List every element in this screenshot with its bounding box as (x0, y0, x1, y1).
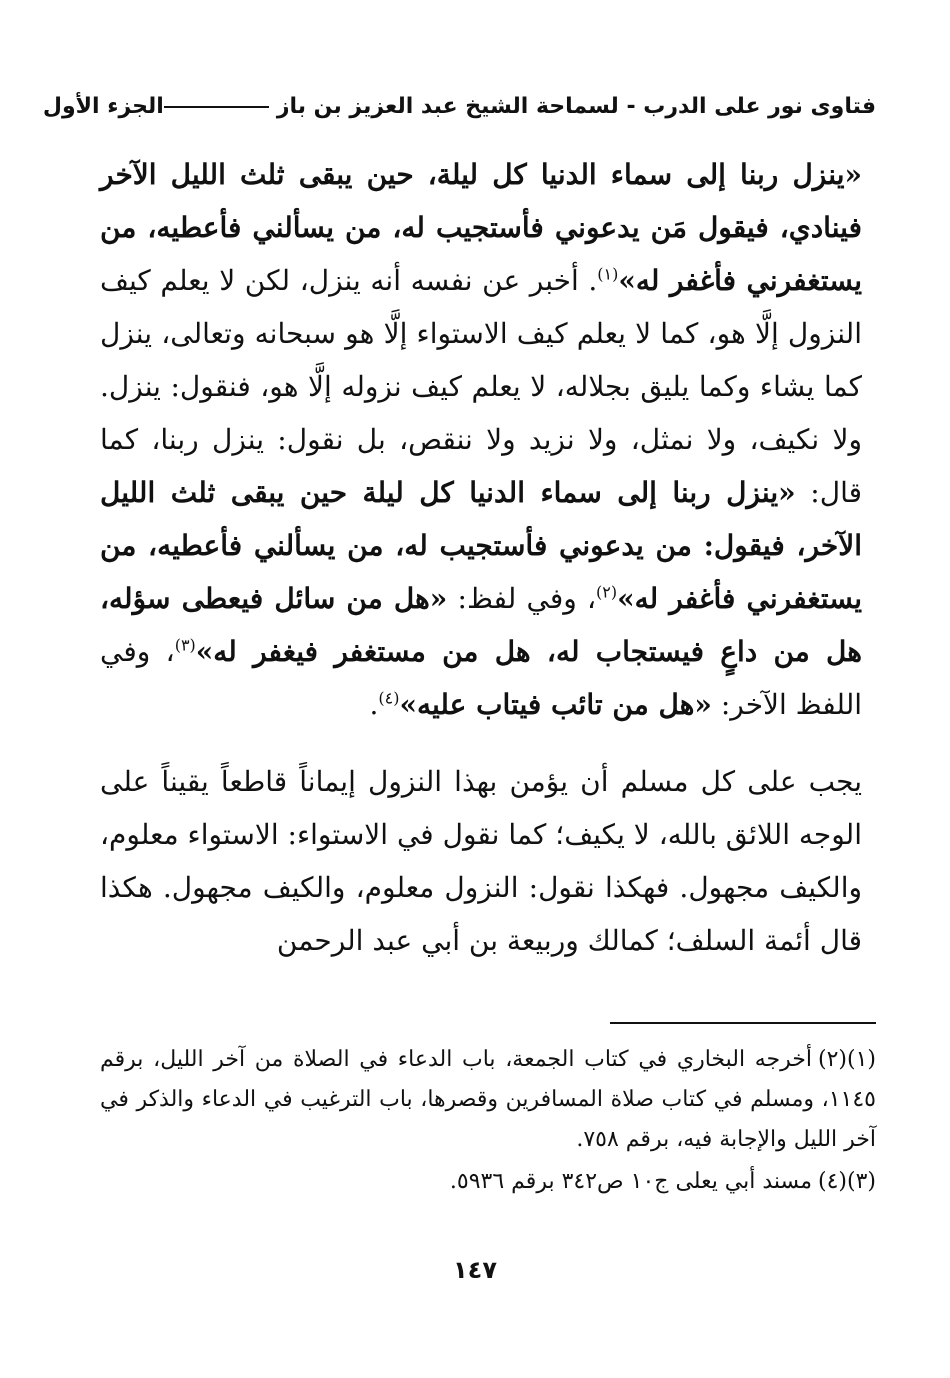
hadith-quote: «هل من سائل فيعطى سؤله، هل من داعٍ فيستجاب له، هل من مستغفر فيغفر له» (100, 582, 863, 668)
footnote-text: أخرجه البخاري في كتاب الجمعة، باب الدعاء في الصلاة من آخر الليل، برقم ١١٤٥، ومسلم في كتاب صلاة المسافرين وقصرها، باب الترغيب في الدعاء والذكر في آخر الليل والإجابة فيه، برقم ٧٥٨. (100, 1047, 876, 1152)
paragraph-belief: يجب على كل مسلم أن يؤمن بهذا النزول إيماناً قاطعاً يقيناً على الوجه اللائق بالله، لا يكيف؛ كما نقول في الاستواء: الاستواء معلوم، والكيف مجهول. فهكذا نقول: النزول معلوم، والكيف مجهول. هكذا قال أئمة السلف؛ كمالك وربيعة بن أبي عبد الرحمن (100, 765, 862, 957)
header-rule (164, 106, 269, 108)
volume-label: الجزء الأول (42, 93, 164, 119)
hadith-quote: «هل من تائب فيتاب عليه» (399, 688, 712, 721)
body-text: . أخبر عن نفسه أنه ينزل، لكن لا يعلم كيف النزول إلَّا هو، كما لا يعلم كيف الاستواء إلَّا هو سبحانه وتعالى، ينزل كما يشاء وكما يليق بجلاله، لا يعلم كيف نزوله إلَّا هو، فنقول: ينزل. ولا نكيف، ولا نمثل، ولا نزيد ولا ننقص، بل نقول: ينزل ربنا، كما قال: (100, 264, 862, 509)
footnote-ref: (٢) (596, 582, 618, 602)
footnote-separator (610, 1022, 876, 1024)
footnote-ref: (٣) (174, 635, 196, 655)
body-text: ، وفي اللفظ الآخر: (100, 635, 862, 721)
hadith-quote: «ينزل ربنا إلى سماء الدنيا كل ليلة، حين يبقى ثلث الليل الآخر فينادي، فيقول مَن يدعوني فأستجيب له، من يسألني فأعطيه، من يستغفرني فأغفر له» (100, 158, 863, 297)
running-title (164, 94, 876, 119)
footnotes (100, 1040, 876, 1204)
body-text: ، وفي لفظ: (447, 582, 597, 615)
footnote-text: مسند أبي يعلى ج١٠ ص٣٤٢ برقم ٥٩٣٦. (449, 1169, 812, 1194)
hadith-quote: «ينزل ربنا إلى سماء الدنيا كل ليلة حين يبقى ثلث الليل الآخر، فيقول: من يدعوني فأستجيب له، من يسألني فأعطيه، من يستغفرني فأغفر له» (100, 476, 862, 615)
paragraph-hadith (100, 148, 862, 731)
page-number: ١٤٧ (453, 1256, 497, 1284)
footnote-item (100, 1040, 876, 1160)
footnote-marker: (٣)(٤) (817, 1169, 876, 1194)
running-title-text: فتاوى نور على الدرب - لسماحة الشيخ عبد العزيز بن باز (276, 93, 876, 119)
body-text: . (369, 688, 379, 721)
footnote-marker: (١)(٢) (817, 1047, 876, 1072)
main-text (100, 148, 862, 967)
running-header (42, 86, 876, 126)
footnote-ref: (٤) (378, 688, 400, 708)
footnote-item (100, 1162, 876, 1202)
footnote-ref: (١) (597, 264, 619, 284)
